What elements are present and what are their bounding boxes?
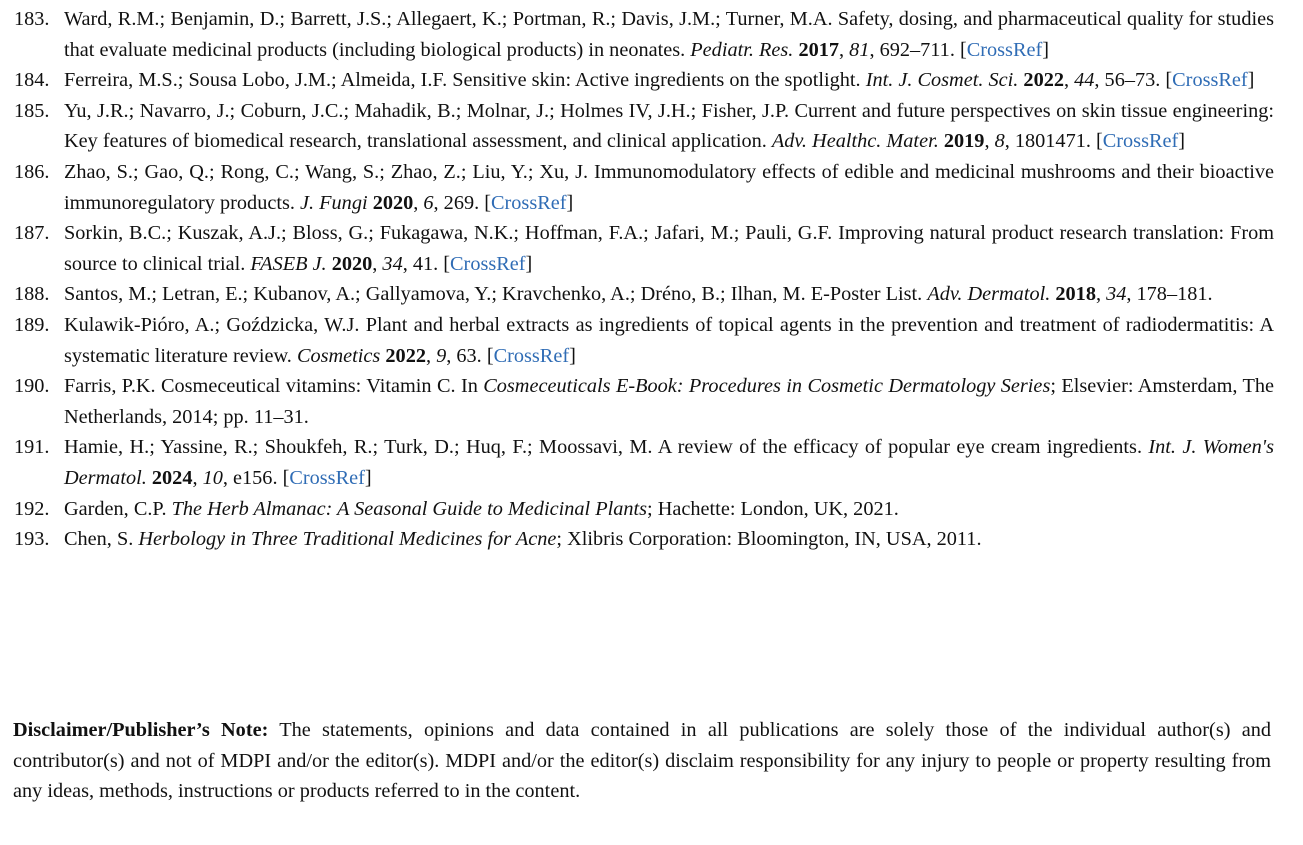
citation-text: , — [192, 466, 203, 489]
citation-italic-text: Cosmeceuticals E-Book: Procedures in Cosmetic Dermatology Series — [483, 375, 1051, 398]
bracket-close: ] — [525, 252, 533, 275]
bracket-close: ] — [1178, 130, 1186, 153]
bracket-open: [ — [959, 38, 967, 61]
citation-italic-text: 6 — [423, 191, 434, 214]
citation-italic-text: Pediatr. Res. — [690, 38, 794, 61]
citation-text: Yu, J.R.; Navarro, J.; Coburn, J.C.; Mahadik, B.; Molnar, J.; Holmes IV, J.H.; Fisher, J.P. Current and future perspectives on skin tissue engineering: Key features of biomedical research, translational assessment, and clinical application. — [64, 99, 1274, 153]
citation-text: , — [372, 252, 383, 275]
citation-text: ; Xlibris Corporation: Bloomington, IN, USA, 2011. — [556, 528, 982, 551]
bracket-open: [ — [1095, 130, 1103, 153]
crossref-link[interactable]: CrossRef — [1172, 69, 1248, 92]
reference-item — [0, 96, 1274, 157]
reference-number: 193. — [14, 528, 50, 551]
reference-citation — [64, 436, 1274, 489]
citation-text: , 56–73. — [1094, 69, 1166, 92]
bracket-open: [ — [282, 466, 290, 489]
citation-year: 2022 — [385, 344, 426, 367]
citation-text: , 269. — [433, 191, 485, 214]
citation-italic-text: Int. J. Cosmet. Sci. — [865, 69, 1019, 92]
citation-text: Kulawik-Pióro, A.; Goździcka, W.J. Plant and herbal extracts as ingredients of topical agents in the prevention and treatment of radiodermatitis: A systematic literature review. — [64, 313, 1274, 367]
reference-item — [0, 432, 1274, 493]
citation-text: Farris, P.K. Cosmeceutical vitamins: Vitamin C. In — [64, 375, 484, 398]
citation-text: Hamie, H.; Yassine, R.; Shoukfeh, R.; Turk, D.; Huq, F.; Moossavi, M. A review of the efficacy of popular eye cream ingredients. — [64, 436, 1149, 459]
citation-year: 2024 — [151, 466, 193, 489]
citation-text: Ferreira, M.S.; Sousa Lobo, J.M.; Almeida, I.F. Sensitive skin: Active ingredients on the spotlight. — [64, 69, 866, 92]
citation-text: , — [413, 191, 424, 214]
citation-text: ; Hachette: London, UK, 2021. — [647, 497, 899, 520]
bracket-close: ] — [1247, 69, 1255, 92]
bracket-close: ] — [569, 344, 576, 367]
citation-italic-text: 81 — [849, 38, 870, 61]
citation-italic-text: 8 — [994, 130, 1005, 153]
crossref-link[interactable]: CrossRef — [966, 38, 1043, 61]
crossref-link[interactable]: CrossRef — [450, 252, 526, 275]
reference-item — [0, 524, 1274, 555]
bracket-open: [ — [443, 252, 451, 275]
citation-text: Sorkin, B.C.; Kuszak, A.J.; Bloss, G.; Fukagawa, N.K.; Hoffman, F.A.; Jafari, M.; Pauli, G.F. Improving natural product research translation: From source to clinical trial. — [64, 222, 1274, 275]
citation-italic-text: 34 — [1106, 283, 1127, 306]
disclaimer-label: Disclaimer/Publisher’s Note: — [13, 719, 269, 741]
citation-text: , — [984, 130, 995, 153]
reference-citation — [64, 528, 982, 550]
citation-italic-text: 44 — [1074, 69, 1095, 92]
reference-number: 189. — [14, 313, 50, 336]
citation-italic-text: 10 — [202, 466, 223, 489]
citation-year: 2018 — [1055, 283, 1096, 306]
reference-number: 187. — [14, 222, 50, 245]
citation-text: , 63. — [446, 344, 487, 367]
citation-text: Garden, C.P. — [64, 497, 172, 520]
reference-list — [0, 4, 1303, 555]
reference-citation — [64, 314, 1274, 367]
reference-citation — [64, 222, 1274, 275]
crossref-link[interactable]: CrossRef — [493, 344, 570, 367]
reference-item — [0, 494, 1274, 525]
bracket-open: [ — [484, 191, 491, 214]
citation-text: Chen, S. — [64, 528, 139, 551]
reference-number: 183. — [14, 8, 50, 30]
reference-citation — [64, 498, 899, 520]
citation-italic-text: Adv. Healthc. Mater. — [771, 130, 939, 153]
citation-italic-text: 9 — [436, 344, 447, 367]
reference-citation — [64, 8, 1274, 61]
disclaimer-paragraph — [13, 715, 1271, 807]
citation-text: , — [425, 344, 437, 367]
reference-number: 185. — [14, 99, 50, 122]
reference-citation — [64, 69, 1254, 91]
reference-citation — [64, 161, 1274, 214]
reference-citation — [64, 100, 1274, 153]
reference-item — [0, 310, 1274, 371]
reference-citation — [64, 375, 1274, 428]
citation-text: , 692–711. — [869, 38, 960, 61]
citation-year: 2020 — [372, 191, 414, 214]
reference-item — [0, 371, 1274, 432]
citation-text: Santos, M.; Letran, E.; Kubanov, A.; Gallyamova, Y.; Kravchenko, A.; Dréno, B.; Ilhan, M. E-Poster List. — [64, 283, 928, 306]
bracket-open: [ — [1165, 69, 1173, 92]
reference-number: 186. — [14, 160, 50, 183]
citation-text: Ward, R.M.; Benjamin, D.; Barrett, J.S.; Allegaert, K.; Portman, R.; Davis, J.M.; Turner, M.A. Safety, dosing, and pharmaceutical quality for studies that evaluate medicinal products (including biological products) in neonates. — [64, 8, 1274, 61]
crossref-link[interactable]: CrossRef — [1102, 130, 1179, 153]
citation-italic-text: Cosmetics — [296, 344, 381, 367]
reference-number: 188. — [14, 283, 50, 306]
reference-number: 192. — [14, 497, 50, 520]
reference-citation — [64, 283, 1213, 305]
bracket-close: ] — [364, 466, 372, 489]
bracket-open: [ — [486, 344, 494, 367]
citation-text: ; Elsevier: Amsterdam, The Netherlands, 2014; pp. 11–31. — [64, 375, 1274, 428]
reference-number: 191. — [14, 436, 50, 459]
citation-year: 2022 — [1023, 69, 1064, 92]
reference-item — [0, 4, 1274, 65]
crossref-link[interactable]: CrossRef — [289, 466, 365, 489]
citation-text: , — [839, 38, 850, 61]
citation-year: 2020 — [331, 252, 373, 275]
reference-item — [0, 157, 1274, 218]
citation-text: , — [1063, 69, 1075, 92]
reference-number: 184. — [14, 69, 50, 92]
citation-italic-text: Herbology in Three Traditional Medicines for Acne — [138, 528, 557, 551]
citation-year: 2017 — [798, 38, 840, 61]
citation-italic-text: FASEB J. — [250, 252, 327, 275]
bracket-close: ] — [566, 191, 574, 214]
reference-item — [0, 279, 1274, 310]
citation-text: Zhao, S.; Gao, Q.; Rong, C.; Wang, S.; Zhao, Z.; Liu, Y.; Xu, J. Immunomodulatory effects of edible and medicinal mushrooms and their bioactive immunoregulatory products. — [64, 160, 1274, 214]
citation-italic-text: J. Fungi — [300, 191, 368, 214]
citation-italic-text: The Herb Almanac: A Seasonal Guide to Medicinal Plants — [171, 497, 648, 520]
disclaimer-text: The statements, opinions and data contained in all publications are solely those of the individual author(s) and contributor(s) and not of MDPI and/or the editor(s). MDPI and/or the editor(s) disclaim responsibility for any injury to people or property resulting from any ideas, methods, instructions or products referred to in the content. — [13, 719, 1272, 803]
citation-italic-text: 34 — [382, 252, 403, 275]
citation-italic-text: Int. J. Women's Dermatol. — [64, 436, 1274, 489]
citation-text: , 41. — [402, 252, 444, 275]
citation-text: , e156. — [222, 466, 283, 489]
reference-number: 190. — [14, 375, 50, 398]
citation-text: , — [1095, 283, 1107, 306]
reference-item — [0, 218, 1274, 279]
reference-page — [0, 4, 1303, 555]
citation-text: , 1801471. — [1004, 130, 1096, 153]
citation-italic-text: Adv. Dermatol. — [927, 283, 1051, 306]
crossref-link[interactable]: CrossRef — [491, 191, 567, 214]
bracket-close: ] — [1042, 38, 1049, 61]
citation-year: 2019 — [943, 130, 985, 153]
reference-item — [0, 65, 1274, 96]
citation-text: , 178–181. — [1126, 283, 1213, 306]
